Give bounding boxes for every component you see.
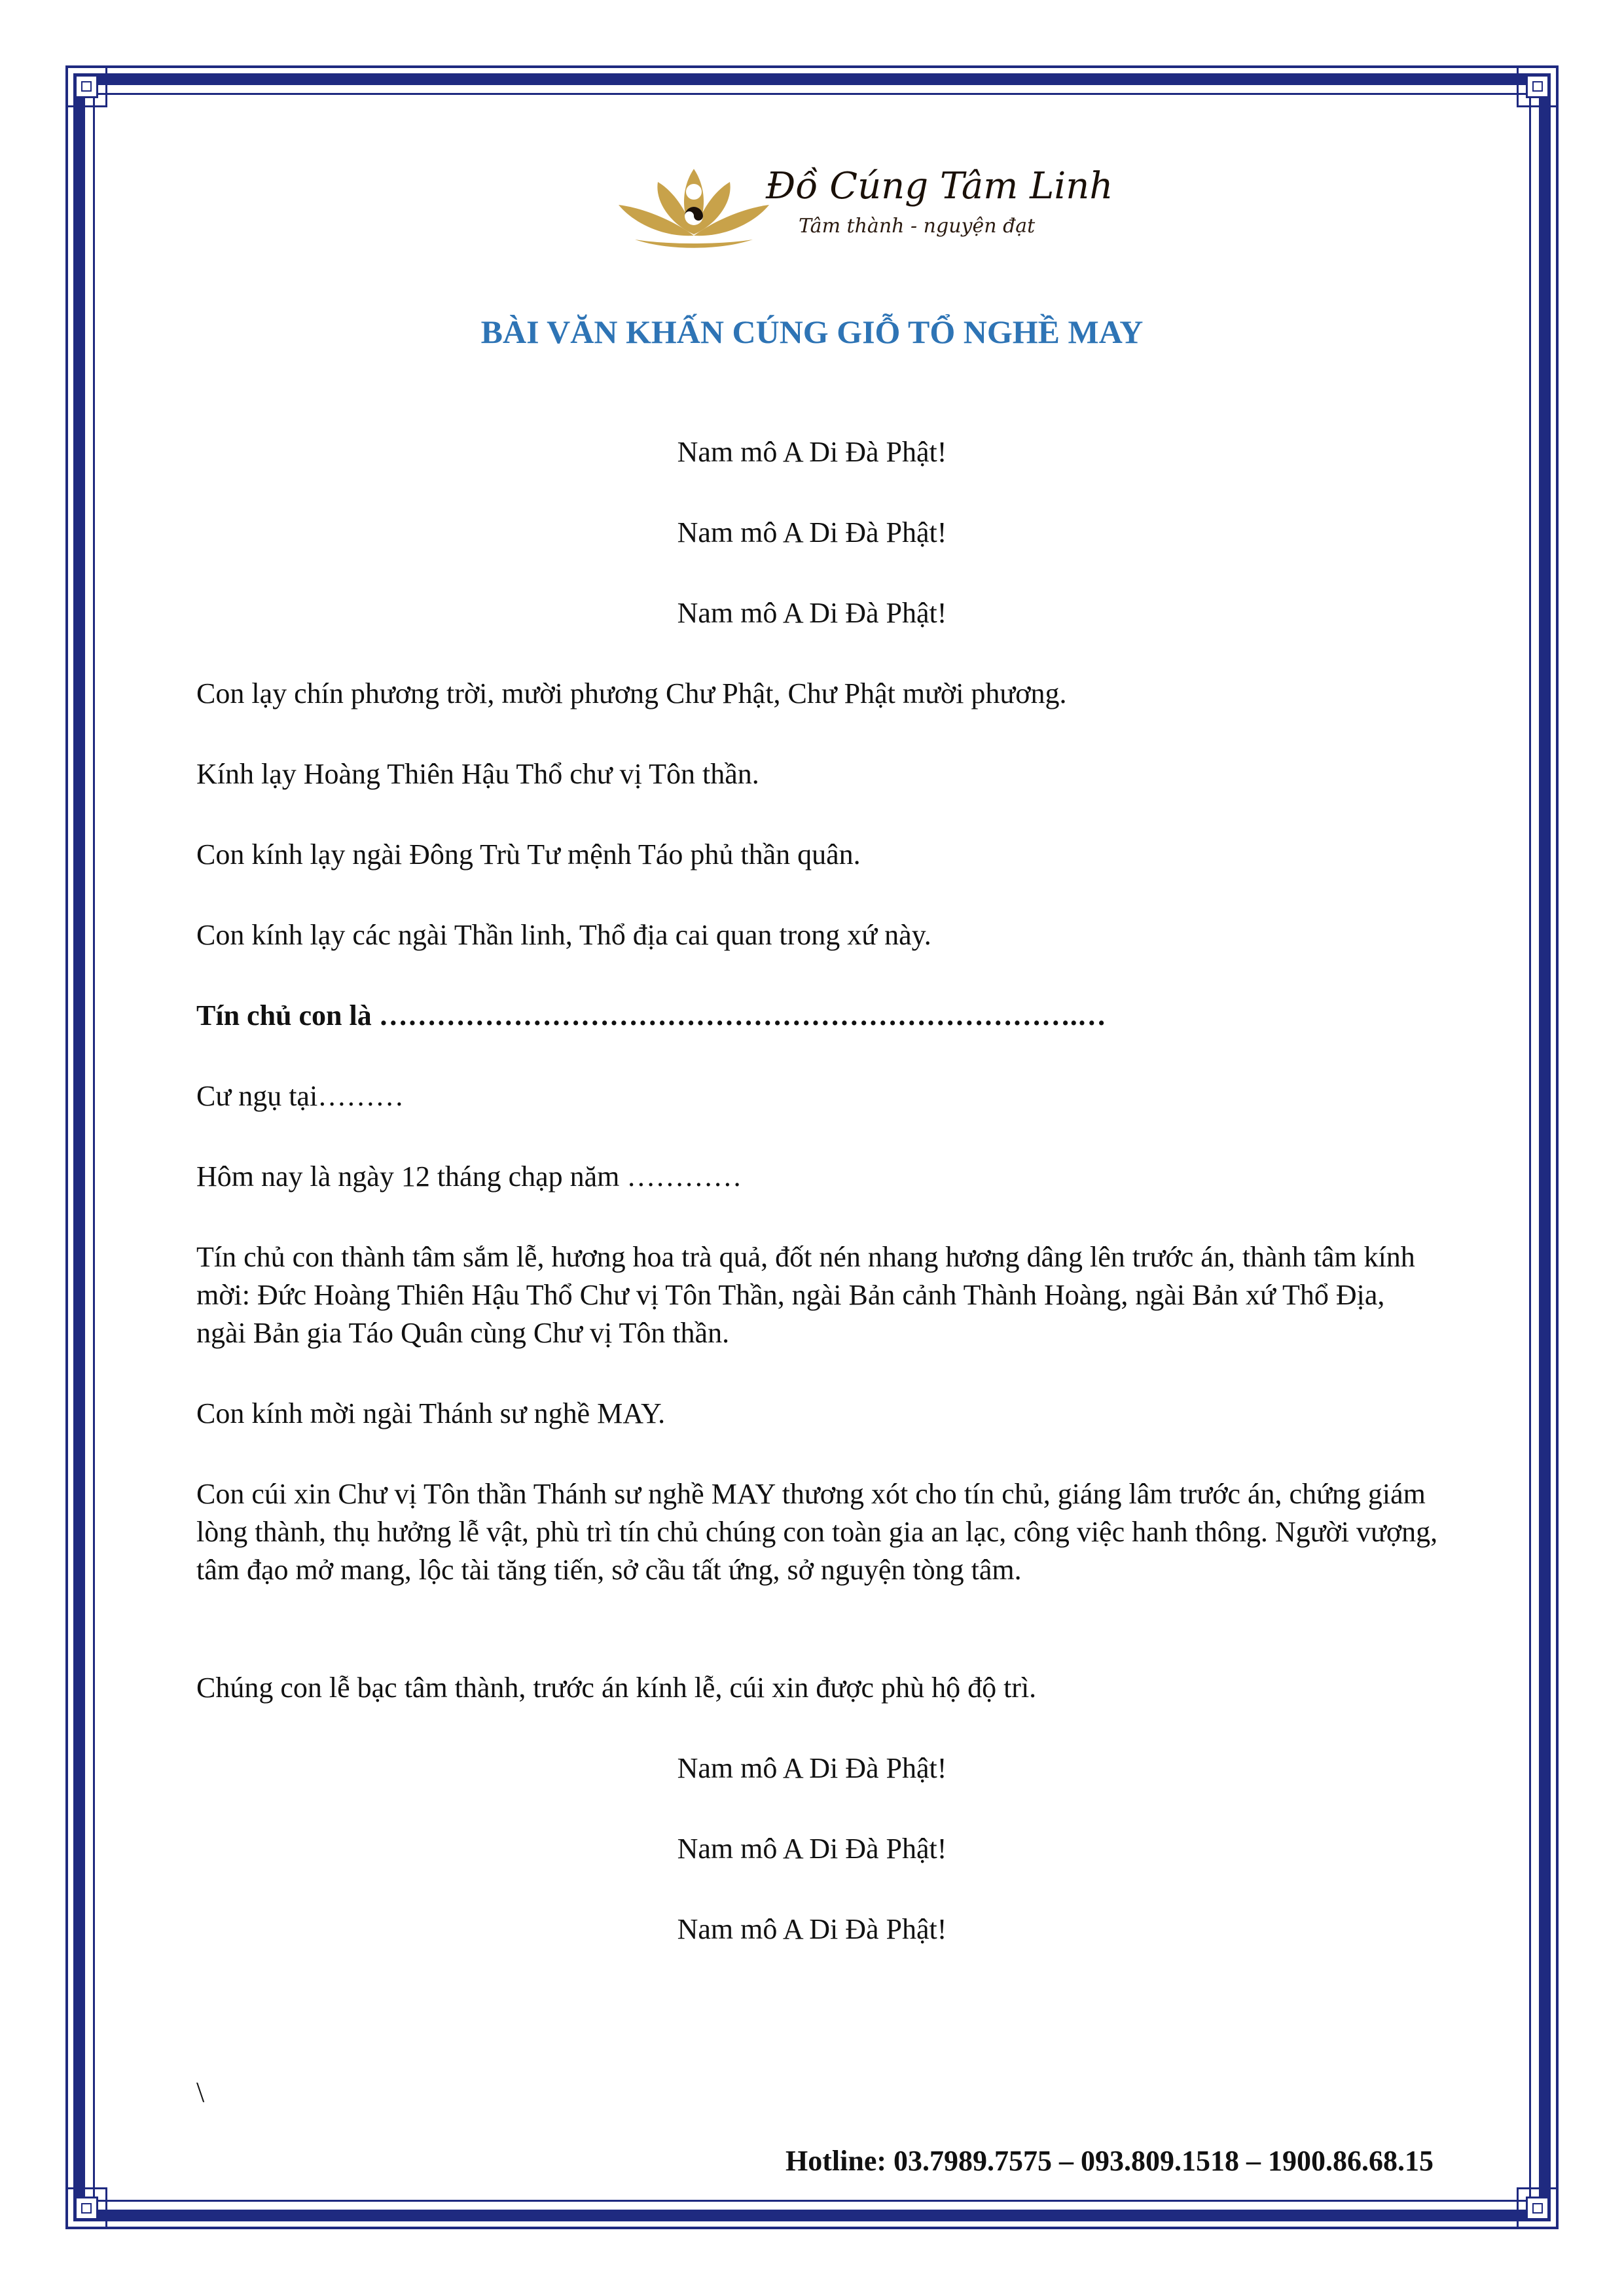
corner-ornament-top-right bbox=[1517, 65, 1559, 107]
brand-logo bbox=[609, 156, 1113, 254]
prayer-paragraph: Con kính mời ngài Thánh sư nghề MAY. bbox=[196, 1397, 666, 1429]
prayer-paragraph: Tín chủ con thành tâm sắm lễ, hương hoa trà quả, đốt nén nhang hương dâng lên trước án, thành tâm kính mời: Đức Hoàng Thiên Hậu Thổ Chư vị Tôn Thần, ngài Bản cảnh Thành Hoàng, ngài Bản xứ Thổ Địa, ngài Bản gia Táo Quân cùng Chư vị Tôn thần. bbox=[196, 1241, 1415, 1349]
closing-invocation-line: Nam mô A Di Đà Phật! bbox=[677, 1913, 947, 1945]
logo-brand-text: Đồ Cúng Tâm Linh bbox=[766, 165, 1113, 207]
corner-ornament-bottom-left bbox=[65, 2187, 107, 2229]
invocation-line: Nam mô A Di Đà Phật! bbox=[677, 436, 947, 468]
closing-invocation-line: Nam mô A Di Đà Phật! bbox=[677, 1833, 947, 1865]
invocation-line: Nam mô A Di Đà Phật! bbox=[677, 597, 947, 629]
prayer-paragraph: Con kính lạy ngài Đông Trù Tư mệnh Táo phủ thần quân. bbox=[196, 838, 861, 870]
closing-invocation-line: Nam mô A Di Đà Phật! bbox=[677, 1752, 947, 1784]
document-title: BÀI VĂN KHẤN CÚNG GIỖ TỔ NGHỀ MAY bbox=[480, 314, 1144, 350]
invocation-line: Nam mô A Di Đà Phật! bbox=[677, 516, 947, 548]
logo-tagline: Tâm thành - nguyện đạt bbox=[799, 215, 1036, 238]
corner-ornament-bottom-right bbox=[1517, 2187, 1559, 2229]
prayer-paragraph: Chúng con lễ bạc tâm thành, trước án kính lễ, cúi xin được phù hộ độ trì. bbox=[196, 1672, 1037, 1704]
date-line: Hôm nay là ngày 12 tháng chạp năm ………… bbox=[196, 1160, 742, 1193]
residence-line: Cư ngụ tại……… bbox=[196, 1080, 405, 1112]
worshipper-name-line: Tín chủ con là ……………………………………………………………….… bbox=[196, 999, 1106, 1031]
prayer-paragraph: Con kính lạy các ngài Thần linh, Thổ địa cai quan trong xứ này. bbox=[196, 919, 931, 951]
prayer-paragraph: Con lạy chín phương trời, mười phương Chư Phật, Chư Phật mười phương. bbox=[196, 677, 1067, 709]
prayer-paragraph: Con cúi xin Chư vị Tôn thần Thánh sư nghề MAY thương xót cho tín chủ, giáng lâm trước án, chứng giám lòng thành, thụ hưởng lễ vật, phù trì tín chủ chúng con toàn gia an lạc, công việc hanh thông. Người vượng, tâm đạo mở mang, lộc tài tăng tiến, sở cầu tất ứng, sở nguyện tòng tâm. bbox=[196, 1478, 1438, 1586]
stray-backslash: \ bbox=[196, 2076, 205, 2108]
lotus-icon bbox=[609, 156, 779, 254]
corner-ornament-top-left bbox=[65, 65, 107, 107]
prayer-paragraph: Kính lạy Hoàng Thiên Hậu Thổ chư vị Tôn thần. bbox=[196, 758, 759, 790]
page-border-inner bbox=[93, 93, 1531, 2202]
hotline-footer: Hotline: 03.7989.7575 – 093.809.1518 – 1900.86.68.15 bbox=[785, 2145, 1434, 2177]
